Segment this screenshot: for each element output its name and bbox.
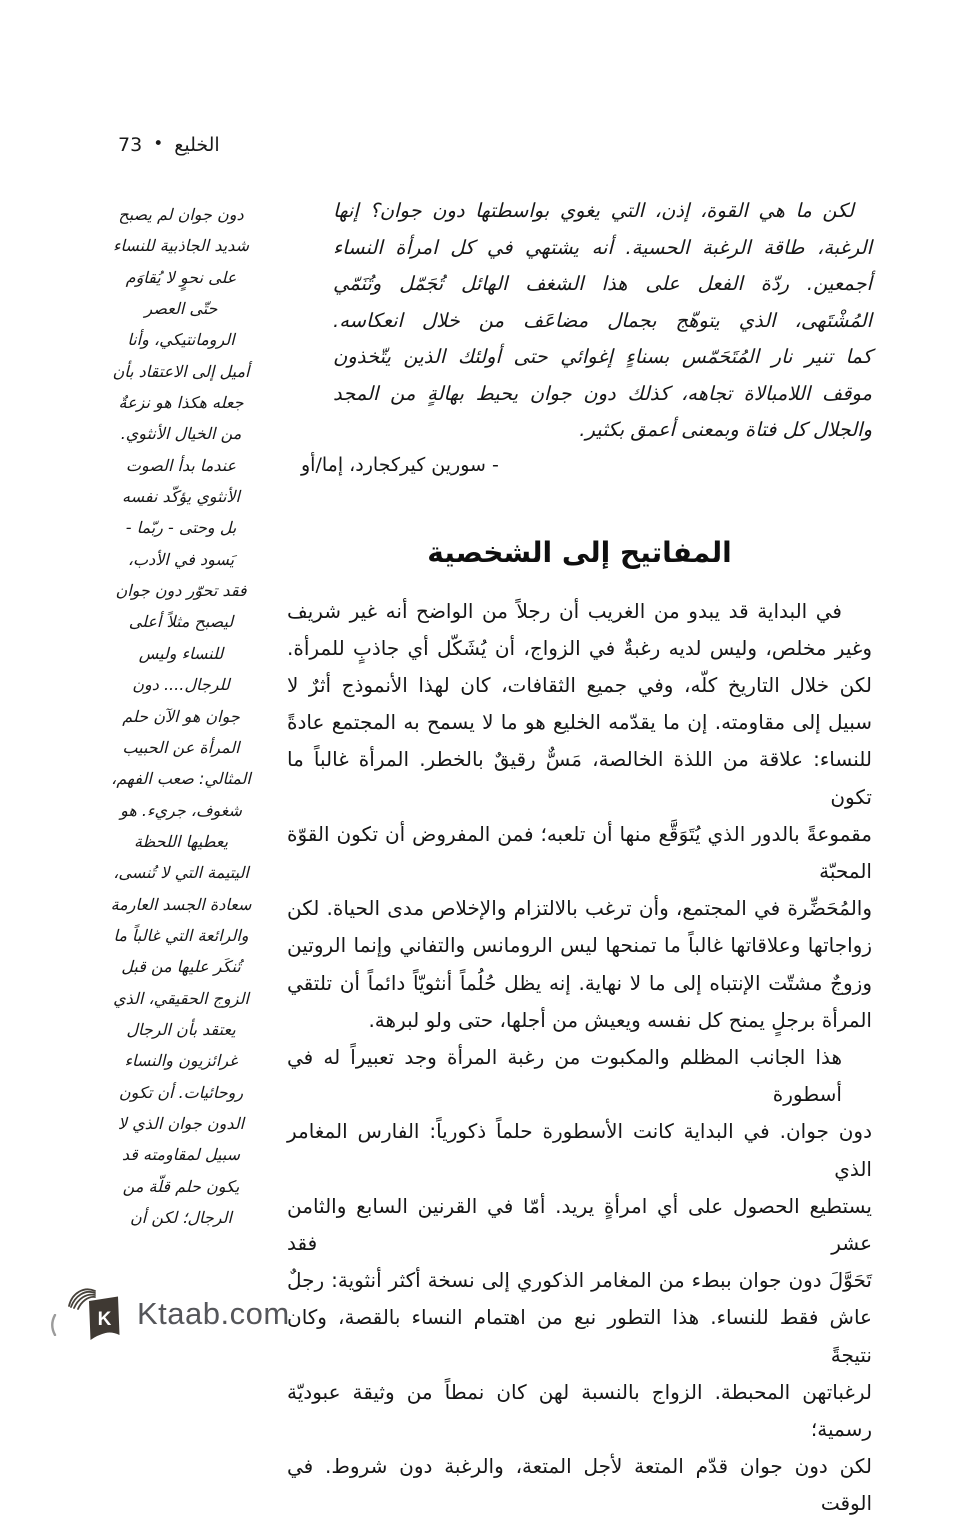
- paragraph-line: للنساء: علاقة من اللذة الخالصة، مَسٌّ رقيقٌ بالخطر. المرأة غالباً ما تكون: [287, 747, 872, 809]
- margin-note-line: ليصبح مثلاً أعلى: [128, 612, 234, 632]
- margin-note-line: للرجال.... دون: [132, 675, 230, 695]
- paragraph-line: المرأة برجلٍ يمنح كل نفسه ويعيش من أجلها، حتى ولو لبرهة.: [368, 1007, 872, 1032]
- margin-note-line: فقد تحوّر دون جوان: [115, 581, 247, 601]
- paragraph-line: وغير مخلص، وليس لديه رغبةٌ في الزواج، أن يُشَكّل أي جاذبٍ للمرأة.: [287, 635, 872, 660]
- watermark: [62, 1283, 290, 1345]
- margin-note-line: تُنكَر عليها من قبل: [121, 957, 241, 977]
- margin-note-line: سعادة الجسد العارمة: [110, 894, 252, 914]
- paragraph-line: عاش فقط للنساء. هذا التطور نبع من اهتمام النساء بالقصة، وكان نتيجةً: [287, 1305, 872, 1367]
- paragraph-line: يستطيع الحصول على أي امرأةٍ يريد. أمّا في القرنين السابع والثامن عشر فقد: [287, 1193, 872, 1255]
- quote-line: لكن ما هي القوة، إذن، التي يغوي بواسطتها دون جوان؟ إنها: [333, 199, 854, 222]
- epigraph-quote: [333, 193, 872, 449]
- margin-note-line: للنساء وليس: [138, 643, 224, 663]
- margin-note-line: الزوج الحقيقي، الذي: [113, 988, 249, 1008]
- paragraph-line: والمُحَضِّرة في المجتمع، وأن ترغب بالالتزام والإخلاص مدى الحياة. لكن: [287, 896, 872, 921]
- paragraph-line: سبيل إلى مقاومته. إن ما يقدّمه الخليع هو ما لا يسمح به المجتمع عادةً: [287, 710, 872, 735]
- quote-line: موقف اللامبالاة تجاهه، كذلك دون جوان يحيط بهالةٍ من المجد: [333, 381, 872, 405]
- quote-line: المُشْتَهى، الذي يتوهّج بجمال مضاعَف من خلال انعكاسه.: [333, 308, 872, 332]
- margin-note-line: على نحوٍ لا يُقاوَم: [125, 267, 237, 287]
- book-title: الخليع: [174, 134, 220, 156]
- quote-line: الرغبة، طاقة الرغبة الحسية. أنه يشتهي في كل امرأة النساء: [333, 235, 872, 259]
- page-number: 73: [118, 134, 143, 156]
- margin-note-line: جوان هو الآن حلم: [122, 706, 240, 726]
- margin-note-line: سبيل لمقاومته قد: [121, 1145, 241, 1165]
- paragraph-line: في البداية قد يبدو من الغريب أن رجلاً من الواضح أنه غير شريف: [287, 598, 842, 623]
- margin-note-line: حتّى العصر: [144, 299, 218, 319]
- ktaab-book-logo-icon: [62, 1283, 124, 1345]
- margin-note-line: غرائزيون والنساء: [124, 1051, 238, 1071]
- body-paragraph-1: [287, 593, 872, 1039]
- quote-line: كما تنير نار المُتَحَمّس بسناءٍ إغوائي حتى أولئك الذين يتّخذون: [333, 345, 872, 368]
- paragraph-line: لكن خلال التاريخ كلّه، وفي جميع الثقافات، كان لهذا الأنموذج أثرٌ لا: [287, 672, 872, 697]
- margin-note-line: يكون حلم قلّة من: [122, 1176, 240, 1196]
- paragraph-line: دون جوان. في البداية كانت الأسطورة حلماً ذكورياً: الفارس المغامر الذي: [287, 1119, 872, 1181]
- watermark-site-name: Ktaab.com: [137, 1296, 290, 1331]
- margin-note-line: الرجال؛ لكن أن: [130, 1208, 232, 1227]
- page-header: [118, 131, 220, 159]
- margin-note-line: الأنثوي يؤكّد نفسه: [122, 487, 240, 507]
- margin-note-line: يعتقد بأن الرجال: [126, 1019, 236, 1039]
- quote-attribution: - سورين كيركجارد، إما/أو: [301, 453, 499, 476]
- margin-note-line: شديد الجاذبية للنساء: [112, 236, 249, 256]
- margin-note-line: روحائيات. أن تكون: [118, 1082, 244, 1102]
- margin-note-line: المرأة عن الحبيب: [122, 737, 240, 757]
- margin-note-line: شغوف، جريء. هو: [120, 800, 242, 820]
- margin-note-line: من الخيال الأنثوي.: [120, 424, 242, 444]
- margin-note-line: الدون جوان الذي لا: [117, 1113, 245, 1133]
- paragraph-line: هذا الجانب المظلم والمكبوت من رغبة المرأة وجد تعبيراً له في أسطورة: [287, 1044, 842, 1107]
- logo-letter: K: [97, 1309, 112, 1330]
- page-edge-mark: [49, 1314, 57, 1336]
- margin-note-line: المثالي: صعب الفهم،: [111, 769, 251, 789]
- margin-note-line: أميل إلى الاعتقاد بأن: [112, 361, 250, 381]
- margin-note-line: الرومانتيكي، وأنا: [127, 330, 235, 350]
- margin-note-line: بل وحتى - ربّما -: [125, 518, 237, 538]
- margin-note: [85, 199, 277, 1233]
- margin-note-line: عندما بدأ الصوت: [125, 455, 237, 475]
- paragraph-line: لرغباتهن المحبطة. الزواج بالنسبة لهن كان نمطاً من وثيقة عبوديّة رسمية؛: [287, 1379, 872, 1441]
- margin-note-line: اليتيمة التي لا تُنسى،: [113, 863, 249, 883]
- margin-note-line: دون جوان لم يصبح: [118, 205, 244, 224]
- paragraph-line: وزوجٌ مشتّت الإنتباه إلى ما لا نهاية. إنه يظل حُلُماً أنثويّاً دائماً أن تلتقي: [287, 970, 872, 995]
- margin-note-line: والرائعة التي غالباً ما: [113, 925, 249, 945]
- main-column: [287, 193, 872, 1523]
- section-heading: المفاتيح إلى الشخصية: [427, 535, 732, 569]
- quote-line: والجلال كل فتاة وبمعنى أعمق بكثير.: [579, 418, 872, 441]
- paragraph-line: زواجاتها وعلاقاتها غالباً ما تمنحها ليس الرومانس والتفاني وإنما الروتين: [287, 933, 872, 958]
- paragraph-line: مقموعةً بالدور الذي يُتَوَقَّع منها أن تلعبه؛ فمن المفروض أن تكون القوّة المحبّة: [287, 821, 872, 883]
- margin-note-line: جعله هكذا هو نزعةٌ: [118, 393, 244, 413]
- paragraph-line: لكن دون جوان قدّم المتعة لأجل المتعة، والرغبة دون شروط. في الوقت: [287, 1454, 872, 1516]
- margin-note-line: يعطيها اللحظة: [133, 831, 229, 851]
- margin-note-line: يَسود في الأدب،: [127, 549, 235, 569]
- paragraph-line: تَحَوَّلَ دون جوان ببطء من المغامر الذكوري إلى نسخة أكثر أنثوية: رجلٌ: [287, 1268, 872, 1293]
- body-paragraph-2: [287, 1039, 872, 1523]
- quote-line: أجمعين. ردّة الفعل على هذا الشغف الهائل تُجَمّل وتُنَمّي: [333, 272, 872, 295]
- bullet-separator-icon: •: [153, 134, 164, 154]
